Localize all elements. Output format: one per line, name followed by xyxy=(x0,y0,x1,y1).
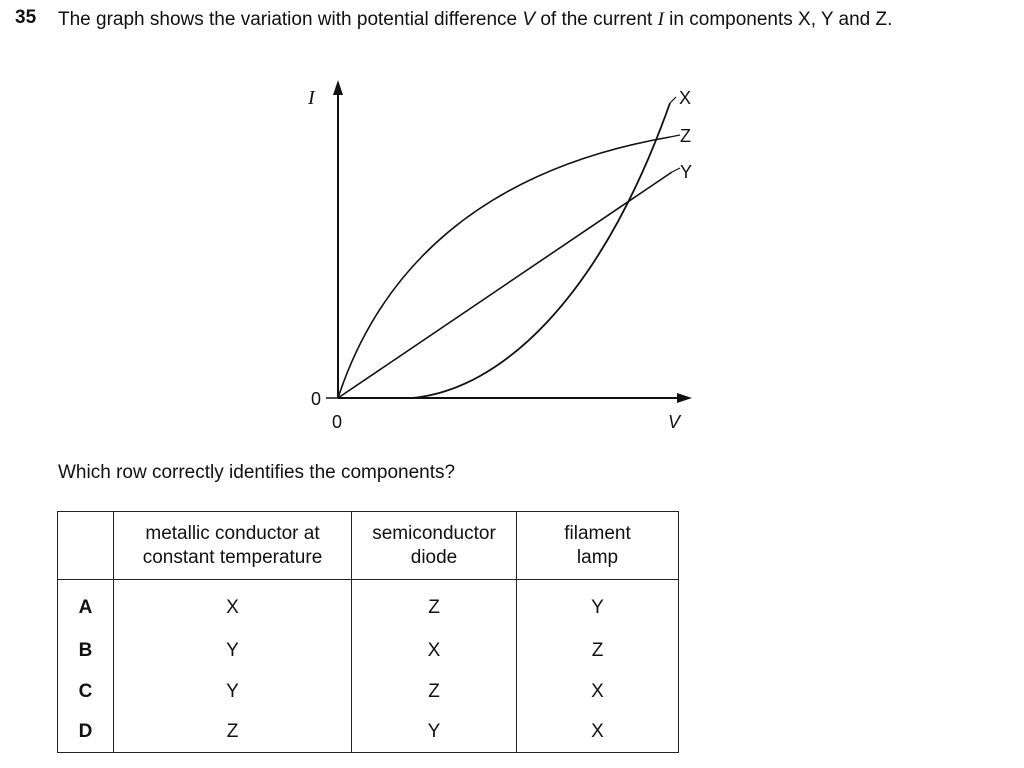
table-cell: Y xyxy=(352,712,517,753)
header-line: metallic conductor at xyxy=(145,522,320,544)
row-letter: D xyxy=(58,712,114,753)
table-header-semiconductor-diode xyxy=(352,512,517,580)
row-letter: A xyxy=(58,580,114,631)
header-line: diode xyxy=(410,546,458,568)
table-cell: Z xyxy=(114,712,352,753)
y-axis-arrowhead xyxy=(333,80,343,95)
table-header-filament-lamp xyxy=(517,512,679,580)
table-row-d xyxy=(58,712,679,753)
table-cell: X xyxy=(114,580,352,631)
header-line: lamp xyxy=(576,546,619,568)
table-cell: Y xyxy=(517,580,679,631)
curve-y-leader xyxy=(672,168,680,172)
i-symbol: I xyxy=(657,9,664,30)
table-cell: Z xyxy=(352,580,517,631)
curve-y xyxy=(338,172,672,398)
table-cell: X xyxy=(517,671,679,712)
question-text-part3: in components X, Y and Z. xyxy=(663,9,893,30)
curve-z xyxy=(338,137,670,398)
curve-label-y: Y xyxy=(680,162,693,182)
answer-table xyxy=(57,511,679,753)
curve-label-z: Z xyxy=(680,126,691,146)
x-axis-arrowhead xyxy=(677,393,692,403)
v-symbol: V xyxy=(522,9,536,30)
table-header-blank xyxy=(58,512,114,580)
table-row-c xyxy=(58,671,679,712)
header-line: filament xyxy=(564,522,631,544)
question-text-part1: The graph shows the variation with potential difference xyxy=(58,9,523,30)
table-header-row xyxy=(58,512,679,580)
origin-x-label: 0 xyxy=(332,412,343,432)
curve-z-leader xyxy=(670,135,680,137)
table-cell: Z xyxy=(352,671,517,712)
table-cell: X xyxy=(352,630,517,671)
curve-x-leader xyxy=(670,97,676,103)
y-axis-label: I xyxy=(308,87,315,109)
curve-label-x: X xyxy=(679,88,692,108)
table-cell: Z xyxy=(517,630,679,671)
origin-y-label: 0 xyxy=(311,389,322,409)
row-letter: C xyxy=(58,671,114,712)
x-axis-label: V xyxy=(668,412,681,432)
table-cell: X xyxy=(517,712,679,753)
row-letter: B xyxy=(58,630,114,671)
question-text-part2: of the current xyxy=(535,9,658,30)
table-cell: Y xyxy=(114,630,352,671)
prompt-text: Which row correctly identifies the components? xyxy=(58,462,456,483)
table-cell: Y xyxy=(114,671,352,712)
header-line: constant temperature xyxy=(142,546,323,568)
table-row-a xyxy=(58,580,679,631)
question-number: 35 xyxy=(15,7,37,28)
table-header-metallic-conductor xyxy=(114,512,352,580)
table-row-b xyxy=(58,630,679,671)
header-line: semiconductor xyxy=(372,522,496,544)
